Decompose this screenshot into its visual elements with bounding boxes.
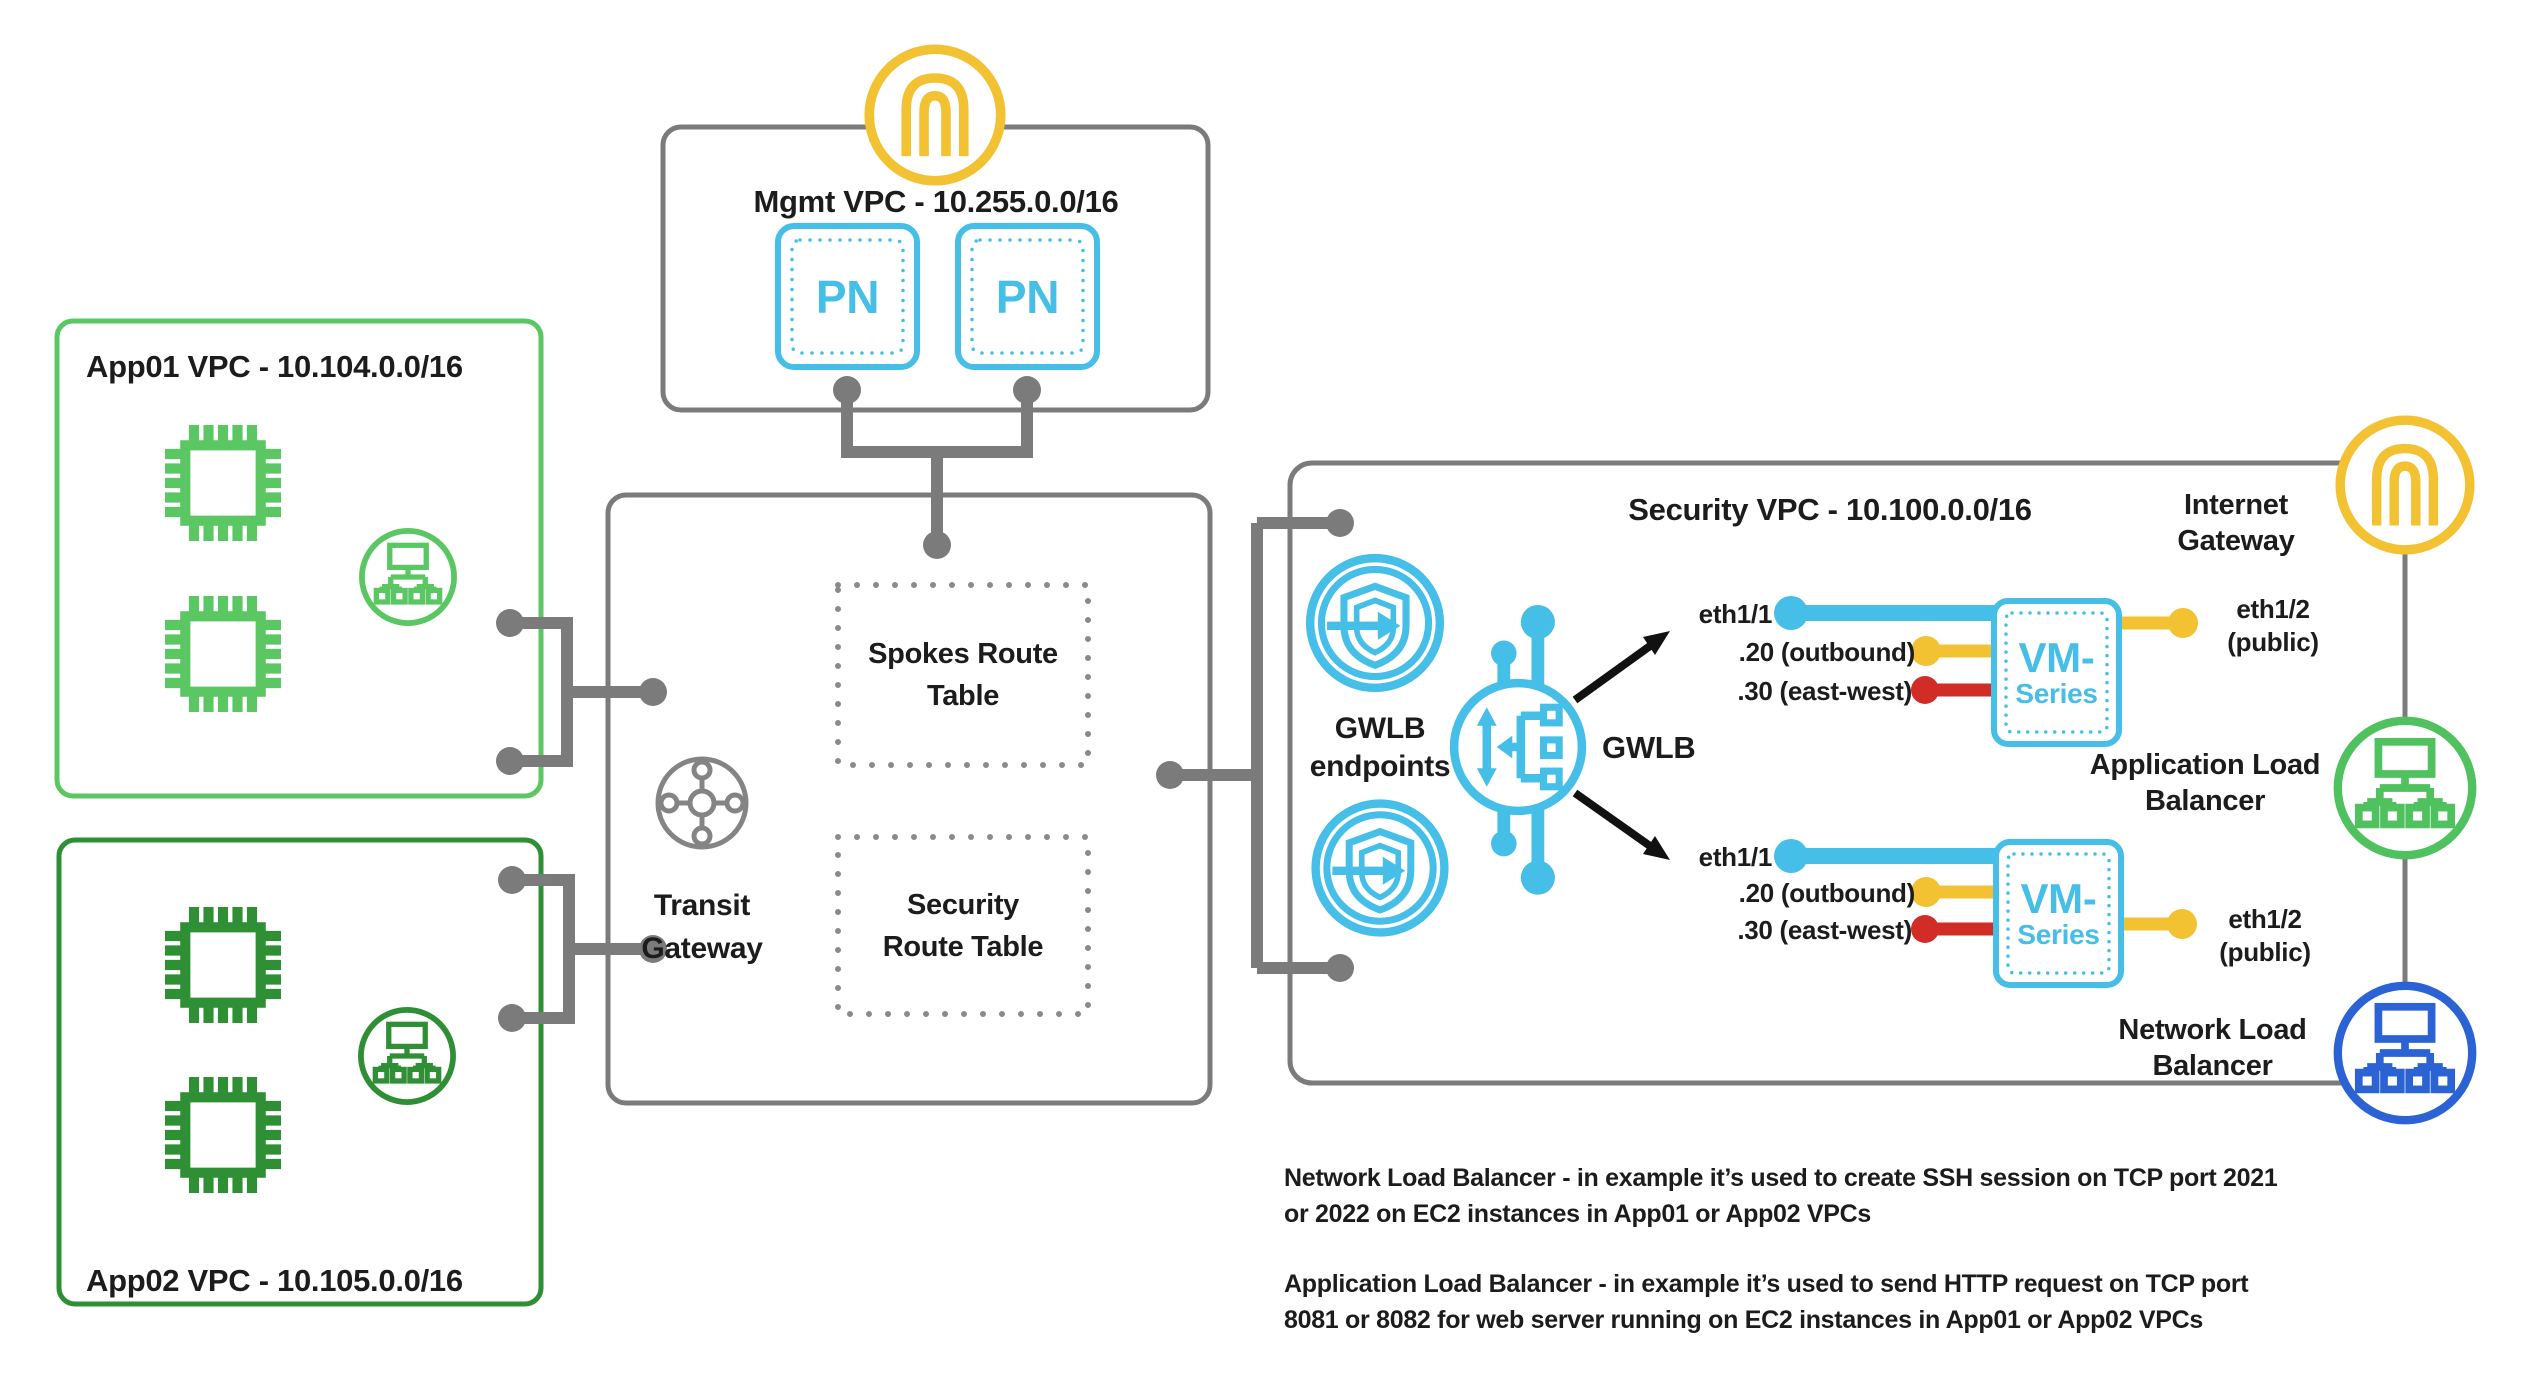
app02-subnet-icon: [361, 1010, 453, 1102]
internet-gateway-label: Internet Gateway: [2177, 489, 2295, 557]
gwlb-label: GWLB: [1602, 730, 1696, 765]
gwlb-endpoint-icon-2: [1316, 804, 1445, 933]
fw2-eth1-2-label: eth1/2 (public): [2219, 904, 2311, 967]
fw2-20-outbound-label: .20 (outbound): [1738, 878, 1915, 908]
fw1-20-outbound-label: .20 (outbound): [1738, 637, 1915, 667]
transit-gateway-icon: [658, 759, 746, 847]
fw1-30-eastwest-label: .30 (east-west): [1737, 676, 1912, 706]
fw1-eth1-2-label: eth1/2 (public): [2227, 594, 2319, 657]
pn2-label: PN: [995, 270, 1060, 323]
gwlb-endpoint-icon-1: [1310, 558, 1440, 688]
mgmt-internet-gateway-icon: [869, 49, 1001, 181]
fw1-vm-series-label: VM- Series: [2015, 633, 2098, 709]
gwlb-endpoints-label: GWLB endpoints: [1309, 712, 1451, 783]
pn1-label: PN: [815, 270, 880, 323]
network-load-balancer-label: Network Load Balancer: [2118, 1014, 2307, 1082]
app01-subnet-icon: [362, 531, 454, 623]
application-load-balancer-icon: [2338, 721, 2472, 855]
application-load-balancer-label: Application Load Balancer: [2089, 749, 2321, 817]
app02-vpc-title: App02 VPC - 10.105.0.0/16: [86, 1263, 463, 1298]
mgmt-vpc-title: Mgmt VPC - 10.255.0.0/16: [753, 184, 1119, 219]
fw2-vm-series-label: VM- Series: [2017, 874, 2100, 950]
transit-gateway-label: Transit Gateway: [641, 889, 763, 965]
alb-note: Application Load Balancer - in example it’s used to send HTTP request on TCP port 8081 or 8082 for web server running on EC2 instances in App01 or App02 VPCs: [1284, 1270, 2249, 1334]
security-vpc-title: Security VPC - 10.100.0.0/16: [1628, 492, 2032, 527]
app01-vpc-title: App01 VPC - 10.104.0.0/16: [86, 349, 463, 384]
app01-vpc-box: [57, 321, 541, 796]
fw2-eth1-1-label: eth1/1: [1698, 842, 1772, 872]
fw2-30-eastwest-label: .30 (east-west): [1737, 915, 1912, 945]
security-route-table-label: Security Route Table: [882, 888, 1044, 963]
internet-gateway-icon: [2340, 420, 2470, 550]
network-load-balancer-icon: [2338, 986, 2472, 1120]
nlb-note: Network Load Balancer - in example it’s used to create SSH session on TCP port 2021 or 2022 on EC2 instances in App01 or App02 VPCs: [1284, 1164, 2278, 1228]
app02-vpc-box: [59, 840, 541, 1304]
fw1-eth1-1-label: eth1/1: [1698, 599, 1772, 629]
spokes-route-table-label: Spokes Route Table: [868, 638, 1058, 712]
